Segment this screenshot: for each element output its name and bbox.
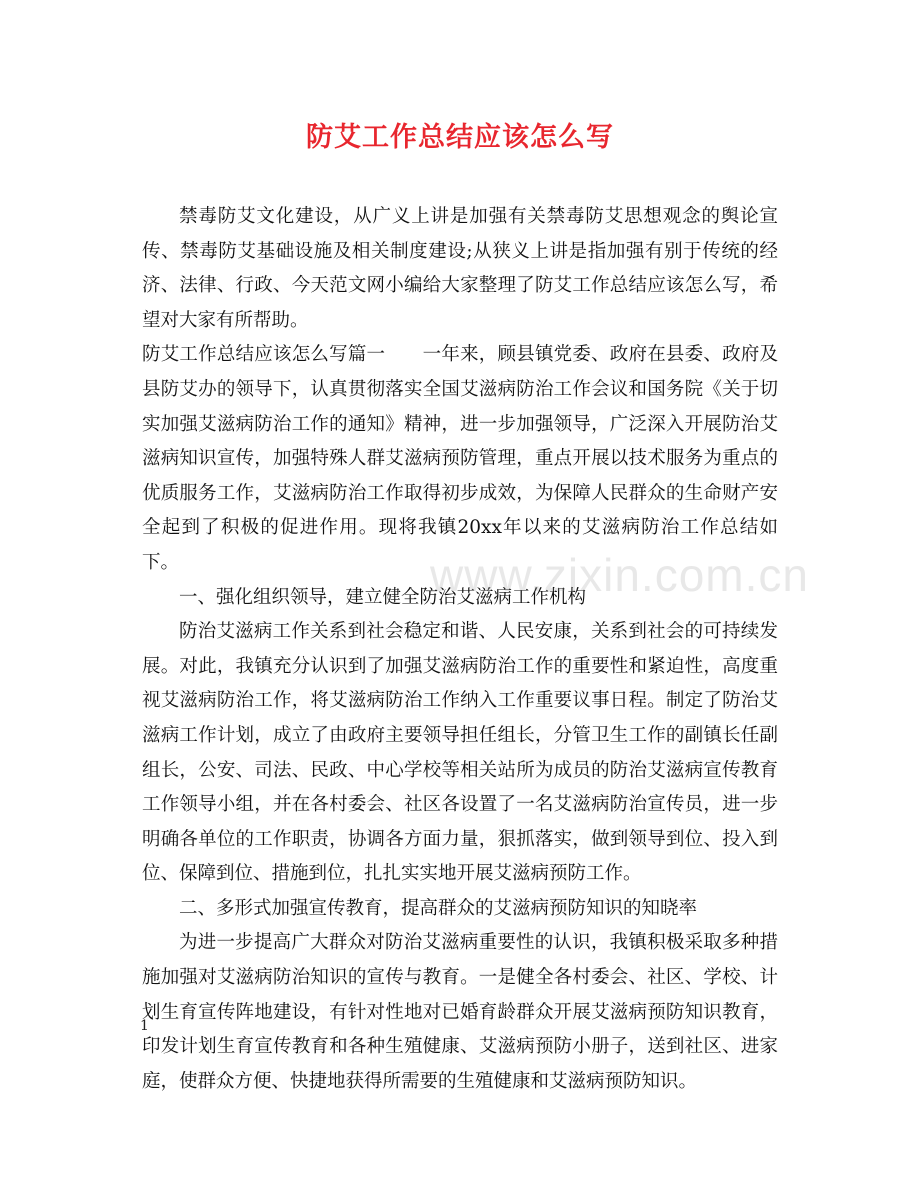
section-heading-1: 一、强化组织领导，建立健全防治艾滋病工作机构 xyxy=(179,586,587,608)
section-one-intro-paragraph: 防艾工作总结应该怎么写篇一 一年来，顾县镇党委、政府在县委、政府及县防艾办的领导下，认真贯彻落实全国艾滋病防治工作会议和国务院《关于切实加强艾滋病防治工作的通知》精神，进一步加强领导，广泛深入开展防治艾滋病知识宣传，加强特殊人群艾滋病预防管理，重点开展以技术服务为重点的优质服务工作，艾滋病防治工作取得初步成效，为保障人民群众的生命财产安全起到了积极的促进作用。现将我镇20xx年以来的艾滋病防治工作总结如下。 xyxy=(142,344,778,573)
section-heading-2: 二、多形式加强宣传教育，提高群众的艾滋病预防知识的知晓率 xyxy=(179,897,698,919)
watermark-text: www.zixin.com.cn xyxy=(430,549,809,601)
page-number: 1 xyxy=(140,1018,149,1034)
body-paragraph-2: 为进一步提高广大群众对防治艾滋病重要性的认识，我镇积极采取多种措施加强对艾滋病防治知识的宣传与教育。一是健全各村委会、社区、学校、计划生育宣传阵地建设，有针对性地对已婚育龄群众开展艾滋病预防知识教育，印发计划生育宣传教育和各种生殖健康、艾滋病预防小册子，送到社区、进家庭，使群众方便、快捷地获得所需要的生殖健康和艾滋病预防知识。 xyxy=(142,932,778,1092)
document-body xyxy=(142,200,778,1099)
page-title: 防艾工作总结应该怎么写 xyxy=(306,122,614,153)
intro-paragraph: 禁毒防艾文化建设，从广义上讲是加强有关禁毒防艾思想观念的舆论宣传、禁毒防艾基础设施及相关制度建设;从狭义上讲是指加强有别于传统的经济、法律、行政、今天范文网小编给大家整理了防艾工作总结应该怎么写，希望对大家有所帮助。 xyxy=(142,206,778,331)
body-paragraph-1: 防治艾滋病工作关系到社会稳定和谐、人民安康，关系到社会的可持续发展。对此，我镇充分认识到了加强艾滋病防治工作的重要性和紧迫性，高度重视艾滋病防治工作，将艾滋病防治工作纳入工作重要议事日程。制定了防治艾滋病工作计划，成立了由政府主要领导担任组长，分管卫生工作的副镇长任副组长，公安、司法、民政、中心学校等相关站所为成员的防治艾滋病宣传教育工作领导小组，并在各村委会、社区各设置了一名艾滋病防治宣传员，进一步明确各单位的工作职责，协调各方面力量，狠抓落实，做到领导到位、投入到位、保障到位、措施到位，扎扎实实地开展艾滋病预防工作。 xyxy=(142,621,778,885)
